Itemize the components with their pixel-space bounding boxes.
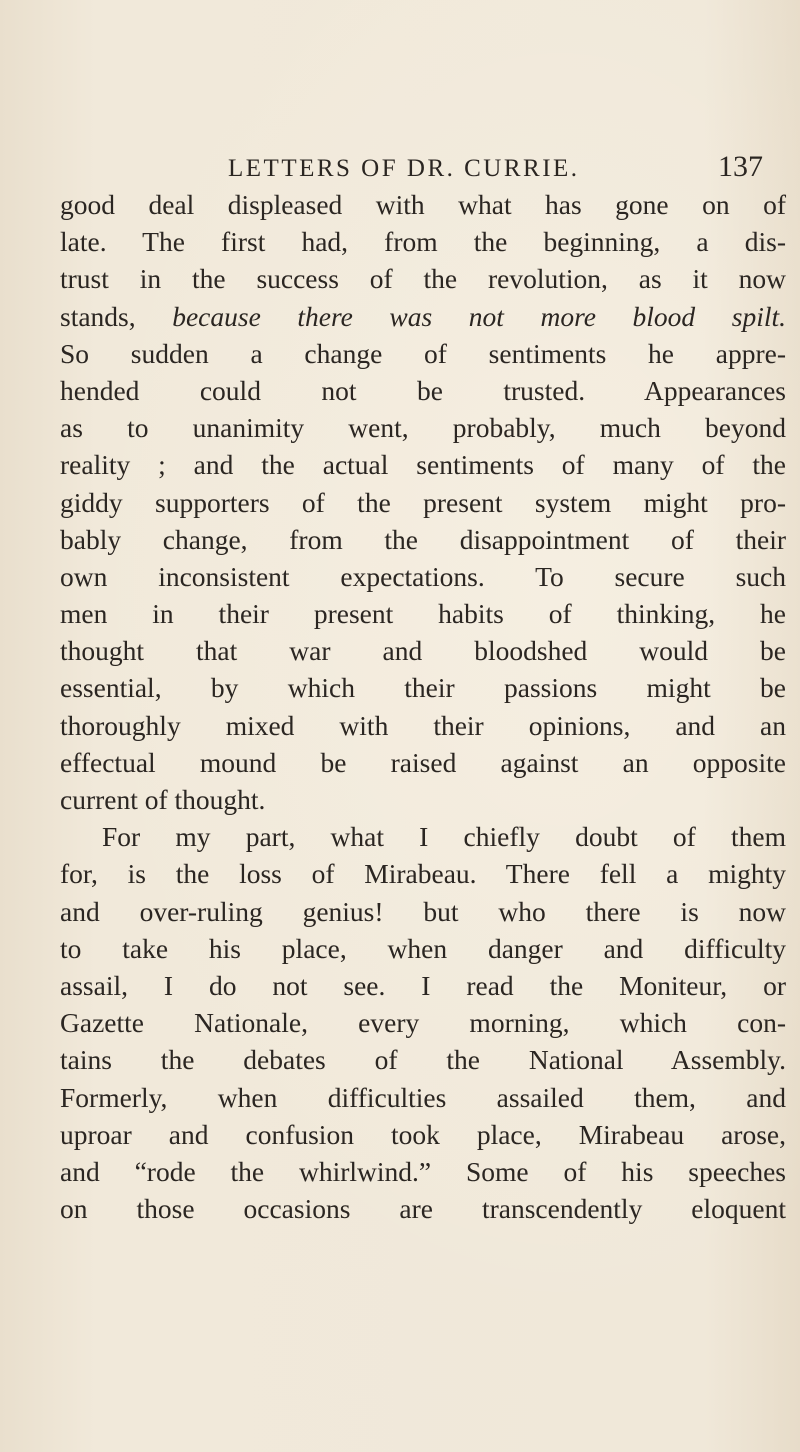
text-line: essential, by which their passions might be (60, 672, 786, 704)
text-line: as to unanimity went, probably, much beyond (60, 412, 786, 444)
text-line: men in their present habits of thinking, he (60, 598, 786, 630)
text-line: bably change, from the disappointment of their (60, 523, 786, 555)
text-line: and over-ruling genius! but who there is now (60, 895, 786, 927)
running-head (228, 155, 668, 183)
text-line: hended could not be trusted. Appearances (60, 374, 786, 406)
text-line: for, is the loss of Mirabeau. There fell a mighty (60, 858, 786, 890)
text-line-with-italic (60, 298, 786, 335)
text-line: thoroughly mixed with their opinions, and an (60, 709, 786, 741)
running-title: LETTERS OF DR. CURRIE. (228, 155, 580, 182)
text-line: late. The first had, from the beginning, a dis- (60, 226, 786, 258)
text-line: trust in the success of the revolution, as it now (60, 263, 786, 295)
text-line: thought that war and bloodshed would be (60, 635, 786, 667)
text-line: and “rode the whirlwind.” Some of his speeches (60, 1155, 786, 1187)
text-line: on those occasions are transcendently eloquent (60, 1193, 786, 1225)
text-line: reality ; and the actual sentiments of many of the (60, 449, 786, 481)
text-line: uproar and confusion took place, Mirabeau arose, (60, 1118, 786, 1150)
text-line: Gazette Nationale, every morning, which con- (60, 1007, 786, 1039)
text-line: effectual mound be raised against an opposite (60, 746, 786, 778)
body-text (60, 186, 786, 1227)
text-line: own inconsistent expectations. To secure such (60, 560, 786, 592)
text-line: Formerly, when difficulties assailed them, and (60, 1081, 786, 1113)
text-line: current of thought. (60, 784, 266, 815)
page-number: 137 (718, 150, 763, 183)
text-line: to take his place, when danger and difficulty (60, 932, 786, 964)
text-line: good deal displeased with what has gone on of (60, 189, 786, 220)
text-line: assail, I do not see. I read the Moniteur, or (60, 969, 786, 1001)
text-line-start: stands, (60, 300, 173, 332)
paragraph-start-line: For my part, what I chiefly doubt of them (102, 821, 786, 853)
text-line: So sudden a change of sentiments he appre- (60, 337, 786, 369)
text-line: giddy supporters of the present system might pro- (60, 486, 786, 518)
text-line: tains the debates of the National Assembly. (60, 1044, 786, 1076)
italic-phrase: because there was not more blood spilt. (172, 300, 787, 332)
